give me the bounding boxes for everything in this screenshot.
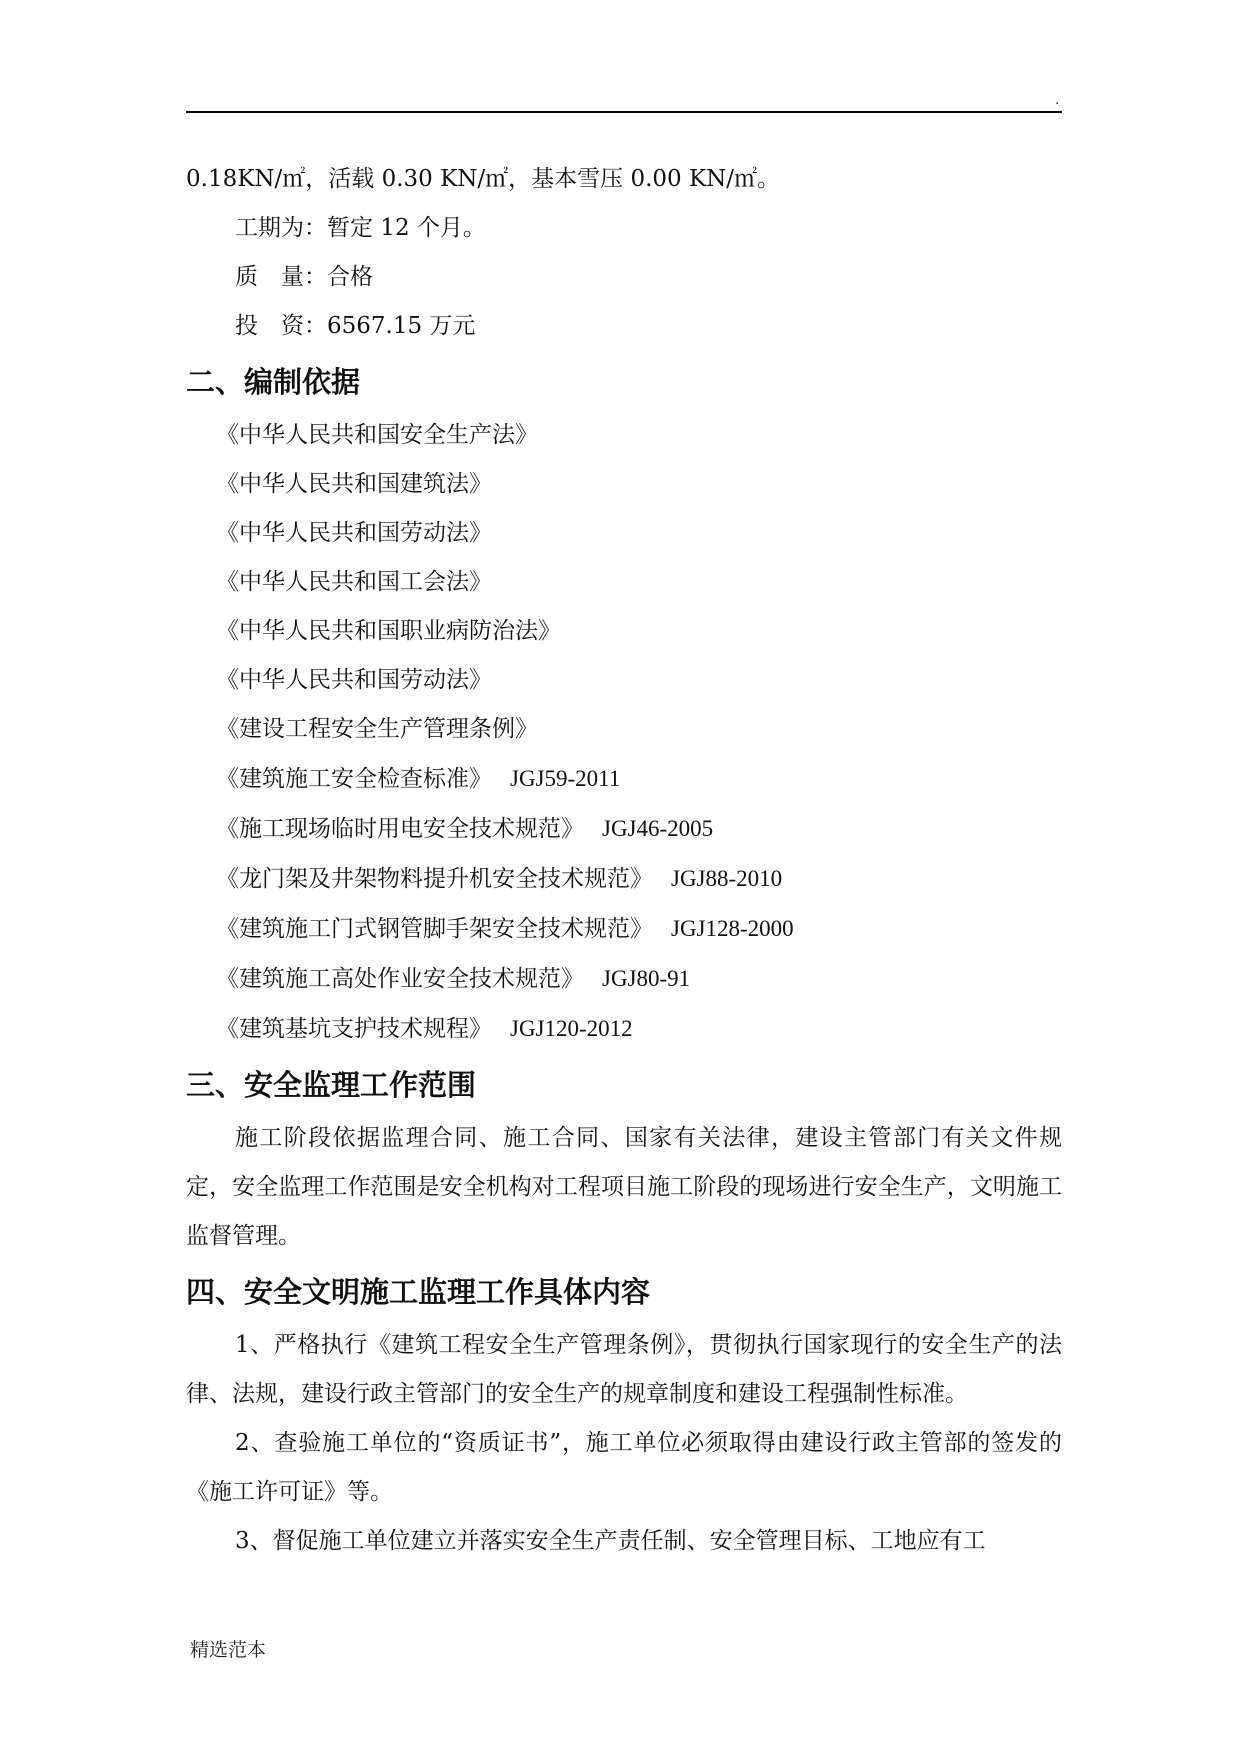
section-heading-basis: 二、编制依据 (186, 365, 361, 399)
reference-code: JGJ80-91 (602, 966, 691, 991)
intro-line-investment: 投 资：6567.15 万元 (235, 313, 476, 339)
reference-code: JGJ88-2010 (671, 866, 783, 891)
reference-code: JGJ46-2005 (602, 816, 714, 841)
reference-item: 《中华人民共和国安全生产法》 (216, 422, 538, 448)
reference-item: 《中华人民共和国劳动法》 (216, 667, 492, 693)
reference-code: JGJ128-2000 (671, 916, 794, 941)
header-mark: . (1055, 92, 1060, 108)
intro-line-load: 0.18KN/㎡，活载 0.30 KN/㎡，基本雪压 0.00 KN/㎡。 (186, 166, 781, 192)
reference-item: 《建设工程安全生产管理条例》 (216, 716, 538, 742)
scope-paragraph: 施工阶段依据监理合同、施工合同、国家有关法律，建设主管部门有关文件规定，安全监理工作范围是安全机构对工程项目施工阶段的现场进行安全生产，文明施工监督管理。 (186, 1125, 1062, 1249)
reference-code: JGJ120-2012 (510, 1016, 633, 1041)
document-body (186, 155, 1062, 1566)
section-heading-content: 四、安全文明施工监理工作具体内容 (186, 1275, 651, 1309)
section-heading-scope: 三、安全监理工作范围 (186, 1068, 477, 1102)
reference-item: 《龙门架及井架物料提升机安全技术规范》 JGJ88-2010 (216, 866, 783, 892)
reference-code: JGJ59-2011 (510, 766, 621, 791)
reference-item: 《建筑基坑支护技术规程》 JGJ120-2012 (216, 1016, 633, 1042)
footer-text: 精选范本 (190, 1639, 267, 1661)
reference-item: 《施工现场临时用电安全技术规范》 JGJ46-2005 (216, 816, 714, 842)
reference-item: 《中华人民共和国工会法》 (216, 569, 492, 595)
reference-item: 《建筑施工高处作业安全技术规范》 JGJ80-91 (216, 966, 691, 992)
reference-item: 《中华人民共和国劳动法》 (216, 520, 492, 546)
reference-item: 《建筑施工安全检查标准》 JGJ59-2011 (216, 766, 621, 792)
intro-line-duration: 工期为：暂定 12 个月。 (235, 215, 486, 241)
content-paragraph-2: 2、查验施工单位的“资质证书”，施工单位必须取得由建设行政主管部的签发的《施工许可证》等。 (186, 1430, 1062, 1505)
content-paragraph-3: 3、督促施工单位建立并落实安全生产责任制、安全管理目标、工地应有工 (235, 1528, 986, 1554)
intro-line-quality: 质 量：合格 (235, 264, 373, 290)
reference-item: 《中华人民共和国职业病防治法》 (216, 618, 561, 644)
header-rule (186, 111, 1062, 113)
reference-item: 《建筑施工门式钢管脚手架安全技术规范》 JGJ128-2000 (216, 916, 794, 942)
reference-item: 《中华人民共和国建筑法》 (216, 471, 492, 497)
content-paragraph-1: 1、严格执行《建筑工程安全生产管理条例》，贯彻执行国家现行的安全生产的法律、法规，建设行政主管部门的安全生产的规章制度和建设工程强制性标准。 (186, 1332, 1062, 1407)
